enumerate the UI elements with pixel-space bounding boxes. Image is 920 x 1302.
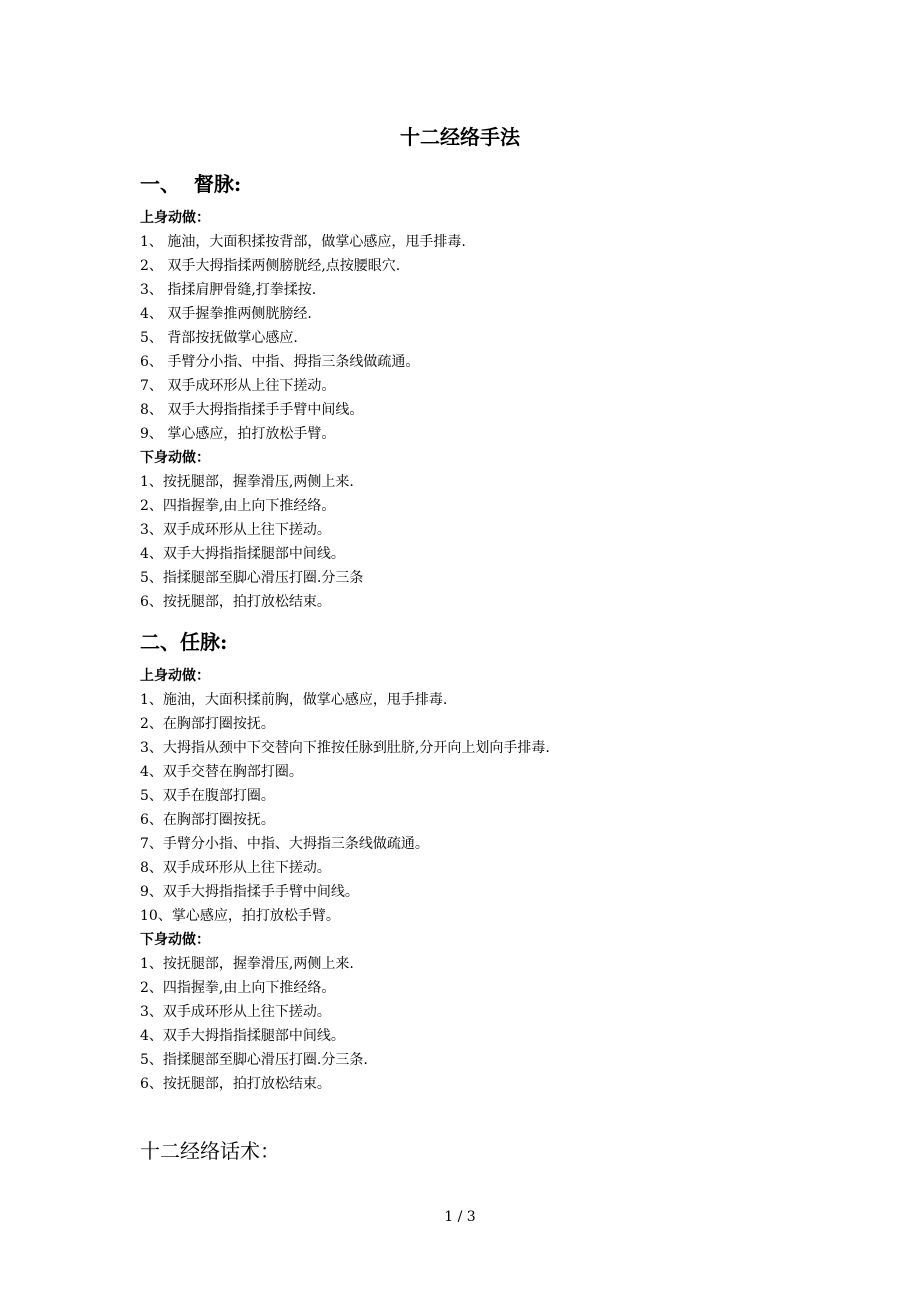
step-item: 9、 掌心感应，拍打放松手臂。 [140,426,336,442]
step-item: 6、 手臂分小指、中指、拇指三条线做疏通。 [140,354,420,370]
step-item: 9、双手大拇指指揉手手臂中间线。 [140,884,359,900]
step-item: 1、施油，大面积揉前胸，做掌心感应，甩手排毒. [140,692,448,708]
step-item: 2、四指握拳,由上向下推经络。 [140,980,336,996]
section-ren-mai [140,628,840,1096]
step-item: 3、大拇指从颈中下交替向下推按任脉到肚脐,分开向上划向手排毒. [140,740,550,756]
step-item: 4、双手交替在胸部打圈。 [140,764,303,780]
step-item: 10、掌心感应，拍打放松手臂。 [140,908,340,924]
upper-body-label: 上身动做： [140,210,210,226]
step-item: 4、 双手握拳推两侧胱膀经. [140,306,312,322]
step-item: 4、双手大拇指指揉腿部中间线。 [140,546,345,562]
step-item: 3、双手成环形从上往下搓动。 [140,1004,331,1020]
step-item: 5、 背部按抚做掌心感应. [140,330,298,346]
step-item: 7、 双手成环形从上往下搓动。 [140,378,336,394]
step-item: 2、 双手大拇指揉两侧膀胱经,点按腰眼穴. [140,258,401,274]
section-heading: 一、 督脉: [140,172,242,196]
step-item: 6、在胸部打圈按抚。 [140,812,275,828]
step-item: 3、双手成环形从上往下搓动。 [140,522,331,538]
step-item: 1、按抚腿部，握拳滑压,两侧上来. [140,956,354,972]
step-item: 5、指揉腿部至脚心滑压打圈.分三条. [140,1052,368,1068]
step-item: 1、 施油，大面积揉按背部，做掌心感应，甩手排毒. [140,234,466,250]
document-title: 十二经络手法 [400,125,520,149]
step-item: 8、 双手大拇指指揉手手臂中间线。 [140,402,364,418]
step-item: 5、双手在腹部打圈。 [140,788,275,804]
step-item: 8、双手成环形从上往下搓动。 [140,860,331,876]
page-number: 1 / 3 [444,1209,476,1225]
step-item: 3、 指揉肩胛骨缝,打拳揉按. [140,282,317,298]
step-item: 6、按抚腿部，拍打放松结束。 [140,594,331,610]
upper-body-label: 上身动做： [140,668,210,684]
step-item: 1、按抚腿部，握拳滑压,两侧上来. [140,474,354,490]
step-item: 7、手臂分小指、中指、大拇指三条线做疏通。 [140,836,429,852]
lower-body-label: 下身动做： [140,932,210,948]
lower-body-label: 下身动做： [140,450,210,466]
step-item: 6、按抚腿部，拍打放松结束。 [140,1076,331,1092]
section-heading: 二、任脉: [140,630,228,654]
closing-heading: 十二经络话术： [140,1139,280,1163]
step-item: 2、四指握拳,由上向下推经络。 [140,498,336,514]
step-item: 5、指揉腿部至脚心滑压打圈.分三条 [140,570,364,586]
step-item: 4、双手大拇指指揉腿部中间线。 [140,1028,345,1044]
step-item: 2、在胸部打圈按抚。 [140,716,275,732]
section-du-mai [140,170,840,614]
